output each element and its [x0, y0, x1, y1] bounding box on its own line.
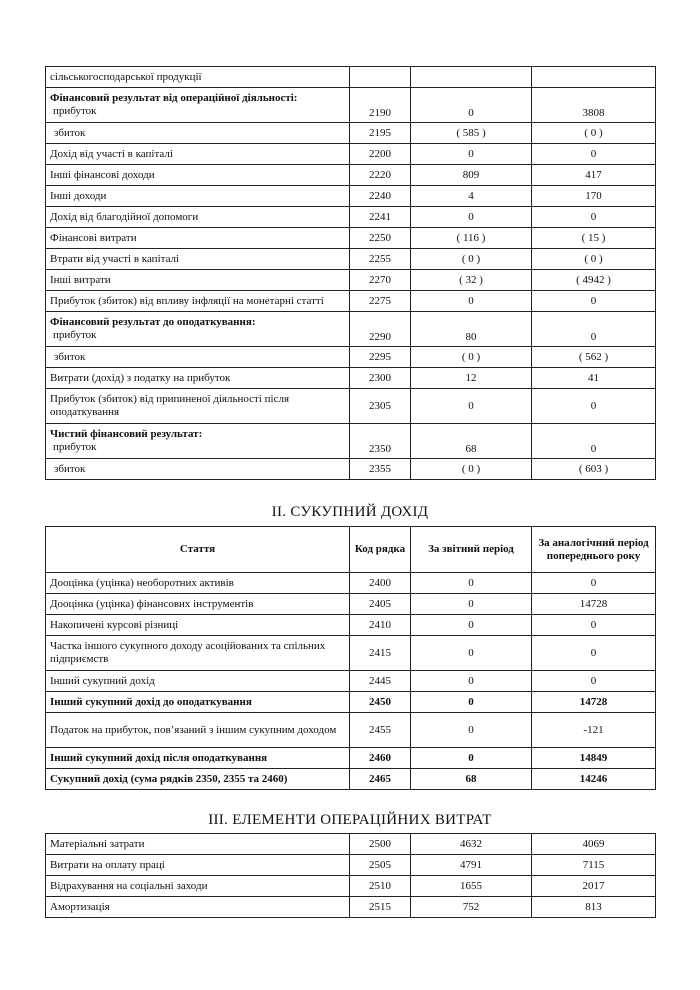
row-code: 2515 — [350, 897, 411, 918]
current-period-value: 0 — [411, 594, 532, 615]
current-period-value: 0 — [411, 207, 532, 228]
row-label: сільськогосподарської продукції — [46, 67, 350, 88]
row-code: 2220 — [350, 165, 411, 186]
table-row — [46, 636, 656, 671]
current-period-value: 0 — [411, 88, 532, 123]
table-row — [46, 312, 656, 347]
row-label — [46, 424, 350, 459]
current-period-value: 0 — [411, 636, 532, 671]
table-row — [46, 249, 656, 270]
row-label: Втрати від участі в капіталі — [46, 249, 350, 270]
current-period-value: 68 — [411, 424, 532, 459]
row-code: 2400 — [350, 573, 411, 594]
previous-period-value: 417 — [532, 165, 656, 186]
row-code: 2240 — [350, 186, 411, 207]
operating-expenses-table — [45, 833, 656, 918]
row-label: збиток — [46, 347, 350, 368]
comprehensive-income-table — [45, 526, 656, 790]
row-code: 2270 — [350, 270, 411, 291]
row-code: 2355 — [350, 459, 411, 480]
row-code: 2255 — [350, 249, 411, 270]
current-period-value: ( 585 ) — [411, 123, 532, 144]
current-period-value: 0 — [411, 671, 532, 692]
previous-period-value: ( 0 ) — [532, 123, 656, 144]
current-period-value: 0 — [411, 144, 532, 165]
row-label: Дооцінка (уцінка) фінансових інструментів — [46, 594, 350, 615]
table-row — [46, 713, 656, 748]
row-code: 2445 — [350, 671, 411, 692]
table-row — [46, 897, 656, 918]
table-row — [46, 228, 656, 249]
previous-period-value: 2017 — [532, 876, 656, 897]
row-code: 2295 — [350, 347, 411, 368]
previous-period-value: ( 0 ) — [532, 249, 656, 270]
previous-period-value: 0 — [532, 389, 656, 424]
row-code: 2190 — [350, 88, 411, 123]
current-period-value: 4791 — [411, 855, 532, 876]
table-row — [46, 347, 656, 368]
row-label: Інший сукупний дохід після оподаткування — [46, 748, 350, 769]
row-label: Дохід від благодійної допомоги — [46, 207, 350, 228]
row-code: 2455 — [350, 713, 411, 748]
row-code: 2505 — [350, 855, 411, 876]
table-row — [46, 144, 656, 165]
current-period-value: ( 32 ) — [411, 270, 532, 291]
row-code: 2250 — [350, 228, 411, 249]
previous-period-value: 41 — [532, 368, 656, 389]
row-label: Прибуток (збиток) від припиненої діяльності після оподаткування — [46, 389, 350, 424]
current-period-value: 68 — [411, 769, 532, 790]
row-code: 2275 — [350, 291, 411, 312]
row-label: Частка іншого сукупного доходу асоційованих та спільних підприємств — [46, 636, 350, 671]
previous-period-value: 14849 — [532, 748, 656, 769]
header-item: Стаття — [46, 527, 350, 573]
table-row — [46, 67, 656, 88]
previous-period-value: 0 — [532, 671, 656, 692]
table-row — [46, 769, 656, 790]
table-row — [46, 389, 656, 424]
current-period-value: ( 0 ) — [411, 249, 532, 270]
current-period-value: 0 — [411, 291, 532, 312]
current-period-value: 80 — [411, 312, 532, 347]
current-period-value: 0 — [411, 692, 532, 713]
row-code: 2200 — [350, 144, 411, 165]
table-row — [46, 291, 656, 312]
header-current-period: За звітний період — [411, 527, 532, 573]
current-period-value: 4632 — [411, 834, 532, 855]
row-group-title: Фінансовий результат до оподаткування: — [50, 316, 256, 328]
table-row — [46, 459, 656, 480]
row-code: 2290 — [350, 312, 411, 347]
table-row — [46, 876, 656, 897]
table-row — [46, 165, 656, 186]
row-label: Амортизація — [46, 897, 350, 918]
row-code: 2465 — [350, 769, 411, 790]
row-code: 2300 — [350, 368, 411, 389]
current-period-value: 752 — [411, 897, 532, 918]
previous-period-value: ( 4942 ) — [532, 270, 656, 291]
previous-period-value: 0 — [532, 291, 656, 312]
row-label: Податок на прибуток, пов’язаний з іншим сукупним доходом — [46, 713, 350, 748]
current-period-value: 12 — [411, 368, 532, 389]
row-code: 2350 — [350, 424, 411, 459]
table-row — [46, 671, 656, 692]
previous-period-value: ( 562 ) — [532, 347, 656, 368]
current-period-value: 0 — [411, 713, 532, 748]
row-label: Матеріальні затрати — [46, 834, 350, 855]
row-label: збиток — [46, 123, 350, 144]
previous-period-value — [532, 67, 656, 88]
row-label: Дооцінка (уцінка) необоротних активів — [46, 573, 350, 594]
previous-period-value: 0 — [532, 615, 656, 636]
previous-period-value: ( 603 ) — [532, 459, 656, 480]
previous-period-value: 14728 — [532, 692, 656, 713]
current-period-value: ( 0 ) — [411, 347, 532, 368]
table-row — [46, 270, 656, 291]
row-label: Інші доходи — [46, 186, 350, 207]
current-period-value: 1655 — [411, 876, 532, 897]
current-period-value: 0 — [411, 389, 532, 424]
previous-period-value: 0 — [532, 207, 656, 228]
table-row — [46, 834, 656, 855]
row-label: Витрати на оплату праці — [46, 855, 350, 876]
table-row — [46, 123, 656, 144]
previous-period-value: 3808 — [532, 88, 656, 123]
table-row — [46, 186, 656, 207]
row-label — [46, 312, 350, 347]
previous-period-value: 7115 — [532, 855, 656, 876]
row-label-text: прибуток — [53, 441, 97, 453]
current-period-value: ( 116 ) — [411, 228, 532, 249]
row-label — [46, 88, 350, 123]
row-group-title: Чистий фінансовий результат: — [50, 428, 203, 440]
previous-period-value: ( 15 ) — [532, 228, 656, 249]
table-row — [46, 368, 656, 389]
row-code: 2510 — [350, 876, 411, 897]
previous-period-value: 14246 — [532, 769, 656, 790]
row-code: 2410 — [350, 615, 411, 636]
row-code: 2415 — [350, 636, 411, 671]
row-label: Інші витрати — [46, 270, 350, 291]
row-code: 2241 — [350, 207, 411, 228]
previous-period-value: 4069 — [532, 834, 656, 855]
row-label: Витрати (дохід) з податку на прибуток — [46, 368, 350, 389]
current-period-value: 809 — [411, 165, 532, 186]
row-code: 2500 — [350, 834, 411, 855]
previous-period-value: -121 — [532, 713, 656, 748]
row-label: Сукупний дохід (сума рядків 2350, 2355 та 2460) — [46, 769, 350, 790]
row-label-text: прибуток — [53, 105, 97, 117]
previous-period-value: 0 — [532, 312, 656, 347]
current-period-value — [411, 67, 532, 88]
row-label: Прибуток (збиток) від впливу інфляції на монетарні статті — [46, 291, 350, 312]
row-label: Інший сукупний дохід до оподаткування — [46, 692, 350, 713]
previous-period-value: 0 — [532, 636, 656, 671]
previous-period-value: 14728 — [532, 594, 656, 615]
table-row — [46, 594, 656, 615]
section-title-comprehensive-income: ІІ. СУКУПНИЙ ДОХІД — [271, 504, 429, 520]
header-previous-period: За аналогічний період попереднього року — [532, 527, 656, 573]
table-row — [46, 424, 656, 459]
current-period-value: 4 — [411, 186, 532, 207]
row-label: Накопичені курсові різниці — [46, 615, 350, 636]
table-row — [46, 207, 656, 228]
row-code: 2460 — [350, 748, 411, 769]
previous-period-value: 813 — [532, 897, 656, 918]
table-row — [46, 615, 656, 636]
previous-period-value: 170 — [532, 186, 656, 207]
row-label: Інший сукупний дохід — [46, 671, 350, 692]
previous-period-value: 0 — [532, 424, 656, 459]
row-code: 2405 — [350, 594, 411, 615]
row-label: збиток — [46, 459, 350, 480]
row-label: Фінансові витрати — [46, 228, 350, 249]
row-code — [350, 67, 411, 88]
row-group-title: Фінансовий результат від операційної діяльності: — [50, 92, 298, 104]
row-label: Інші фінансові доходи — [46, 165, 350, 186]
table-row — [46, 692, 656, 713]
current-period-value: ( 0 ) — [411, 459, 532, 480]
row-label: Дохід від участі в капіталі — [46, 144, 350, 165]
section-title-operating-expenses: ІІІ. ЕЛЕМЕНТИ ОПЕРАЦІЙНИХ ВИТРАТ — [208, 812, 492, 828]
current-period-value: 0 — [411, 748, 532, 769]
table-row — [46, 573, 656, 594]
row-code: 2195 — [350, 123, 411, 144]
previous-period-value: 0 — [532, 144, 656, 165]
row-code: 2450 — [350, 692, 411, 713]
previous-period-value: 0 — [532, 573, 656, 594]
header-code: Код рядка — [350, 527, 411, 573]
table-row — [46, 748, 656, 769]
current-period-value: 0 — [411, 573, 532, 594]
table-row — [46, 855, 656, 876]
row-label: Відрахування на соціальні заходи — [46, 876, 350, 897]
financial-results-table — [45, 66, 656, 480]
row-code: 2305 — [350, 389, 411, 424]
table-row — [46, 88, 656, 123]
current-period-value: 0 — [411, 615, 532, 636]
row-label-text: прибуток — [53, 329, 97, 341]
